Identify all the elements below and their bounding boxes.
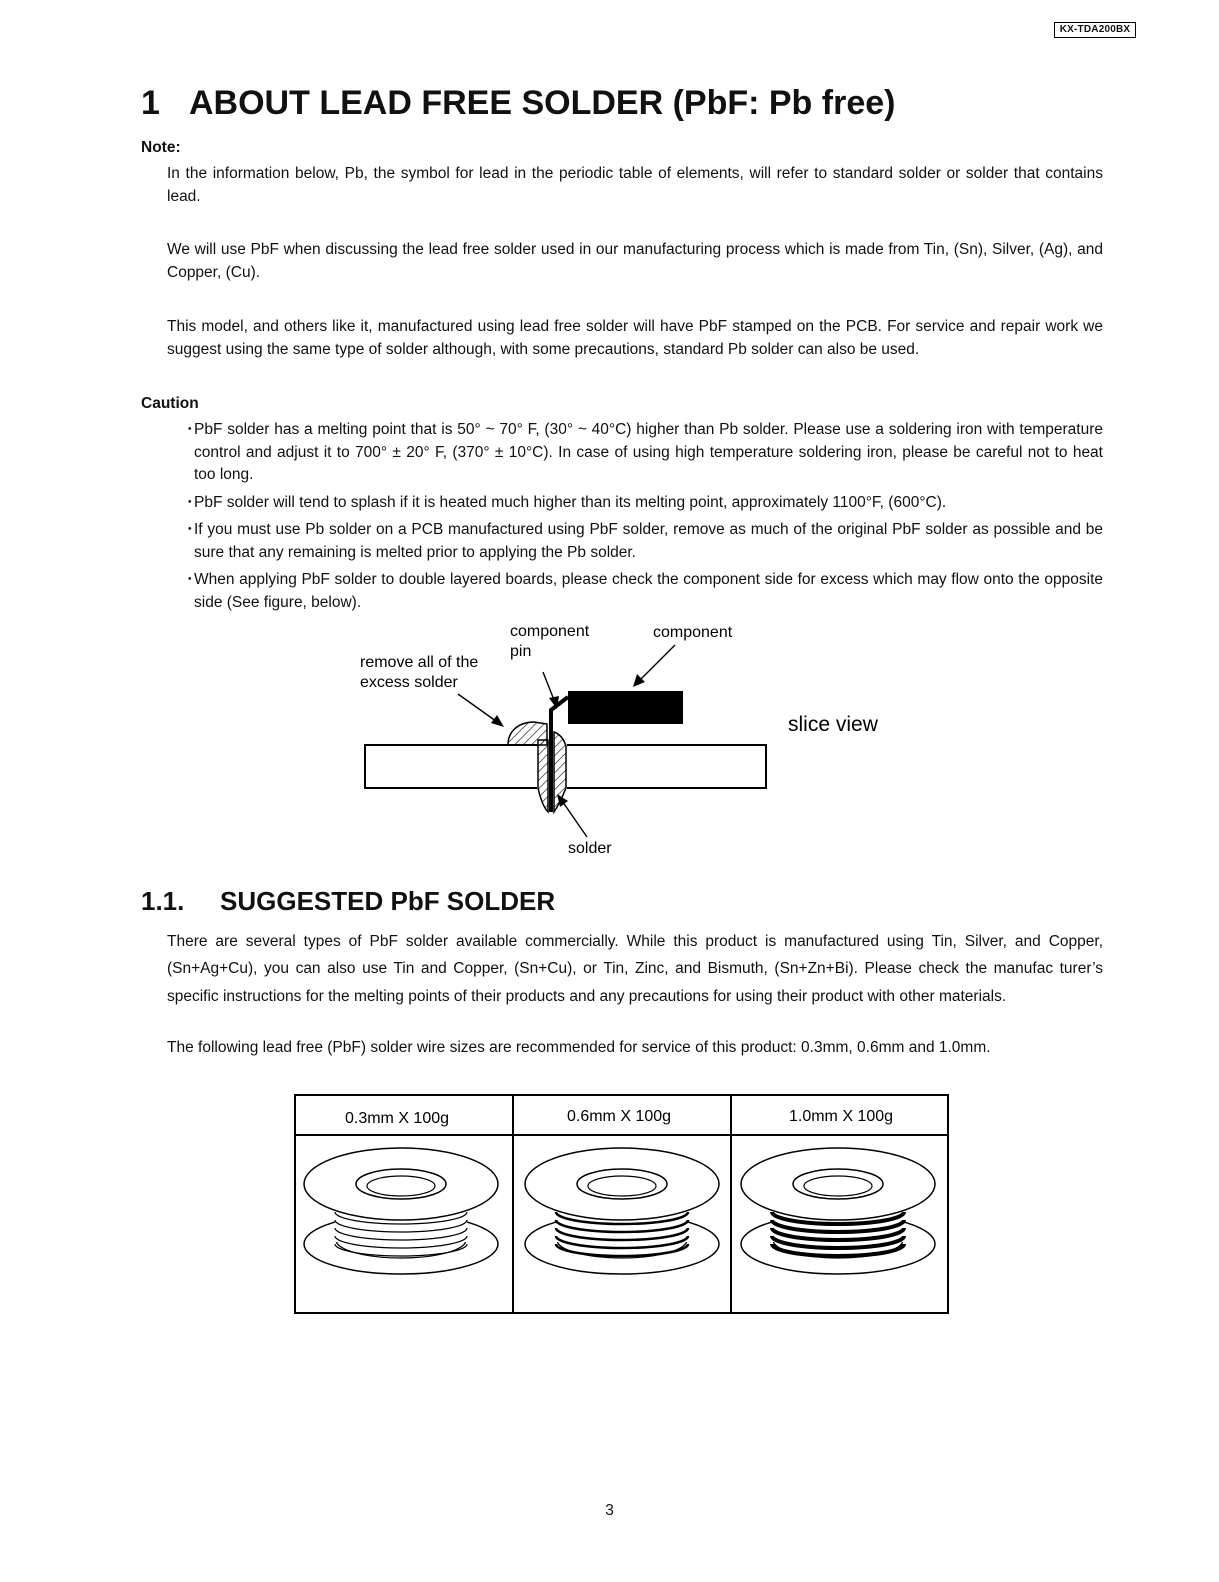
caution-item: ・ PbF solder will tend to splash if it is heated much higher than its melting point, approximately 1100°F, (600°C). (182, 492, 1103, 515)
bullet-icon: ・ (182, 521, 198, 538)
solder-fillet (538, 740, 548, 812)
note-label: Note: (141, 139, 181, 156)
solder-sizes-sentence: The following lead free (PbF) solder wire sizes are recommended for service of this product: 0.3mm, 0.6mm and 1.0mm. (167, 1039, 991, 1056)
label-slice-view: slice view (788, 713, 878, 736)
bullet-icon: ・ (182, 493, 198, 511)
note-paragraph-3: This model, and others like it, manufactured using lead free solder will have PbF stamped on the PCB. For service and repair work we suggest using the same type of solder although, with some precautions, standard Pb solder can also be used. (167, 318, 1103, 358)
label-solder: solder (568, 840, 612, 857)
section-1-1-number: 1.1. (141, 886, 185, 916)
section-1-heading (141, 84, 895, 123)
model-number-tag: KX-TDA200BX (1054, 22, 1136, 38)
solder-types-paragraph: There are several types of PbF solder available commercially. While this product is manufactured using Tin, Silver, and Copper, (Sn+Ag+Cu), you can also use Tin and Copper, (Sn+Cu), or Tin, Zinc, and Bismuth, (Sn+Zn+Bi). Please check the manufac turer’s specific instructions for the melting points of their products and any precautions for using their product with other materials. (167, 933, 1103, 1005)
caution-item: ・ When applying PbF solder to double layered boards, please check the component side for excess which may flow onto the opposite side (See figure, below). (182, 571, 1103, 611)
label-component: component (653, 624, 733, 641)
section-1-1-title: SUGGESTED PbF SOLDER (220, 886, 556, 916)
column-header-0-6mm: 0.6mm X 100g (566, 1108, 672, 1125)
label-component-pin-2: pin (510, 643, 532, 660)
note-paragraph-1: In the information below, Pb, the symbol for lead in the periodic table of elements, will refer to standard solder or solder that contains lead. (167, 165, 1103, 205)
caution-item: ・ If you must use Pb solder on a PCB manufactured using PbF solder, remove as much of the original PbF solder as possible and be sure that any remaining is melted prior to applying the Pb solder. (182, 521, 1103, 561)
solder-slice-view-figure (350, 612, 910, 864)
solder-spool-table (294, 1094, 950, 1316)
label-component-pin: component (510, 623, 590, 640)
section-1-number: 1 (141, 84, 160, 122)
section-1-1-heading (141, 886, 555, 917)
label-excess-solder: remove all of the (360, 654, 479, 671)
column-header-0-3mm: 0.3mm X 100g (344, 1110, 450, 1127)
excess-solder-blob (508, 722, 547, 745)
note-paragraph-2: We will use PbF when discussing the lead free solder used in our manufacturing process which is made from Tin, (Sn), Silver, (Ag), and Copper, (Cu). (167, 241, 1103, 281)
arrow-head-icon (491, 715, 504, 727)
caution-label: Caution (141, 395, 199, 412)
label-excess-solder-2: excess solder (360, 674, 458, 691)
page-number: 3 (605, 1502, 614, 1519)
bullet-icon: ・ (182, 571, 198, 588)
bullet-icon: ・ (182, 421, 198, 438)
column-header-1-0mm: 1.0mm X 100g (788, 1108, 894, 1125)
caution-item: ・ PbF solder has a melting point that is 50° ~ 70° F, (30° ~ 40°C) higher than Pb solder. Please use a soldering iron with temperature control and adjust it to 700° ± 20° F, (370° ± 10°C). In case of using high temperature soldering iron, please be careful not to heat too long. (182, 421, 1103, 483)
section-1-title: ABOUT LEAD FREE SOLDER (PbF: Pb free) (189, 84, 896, 122)
component-body (568, 691, 683, 724)
caution-list (182, 419, 1103, 619)
